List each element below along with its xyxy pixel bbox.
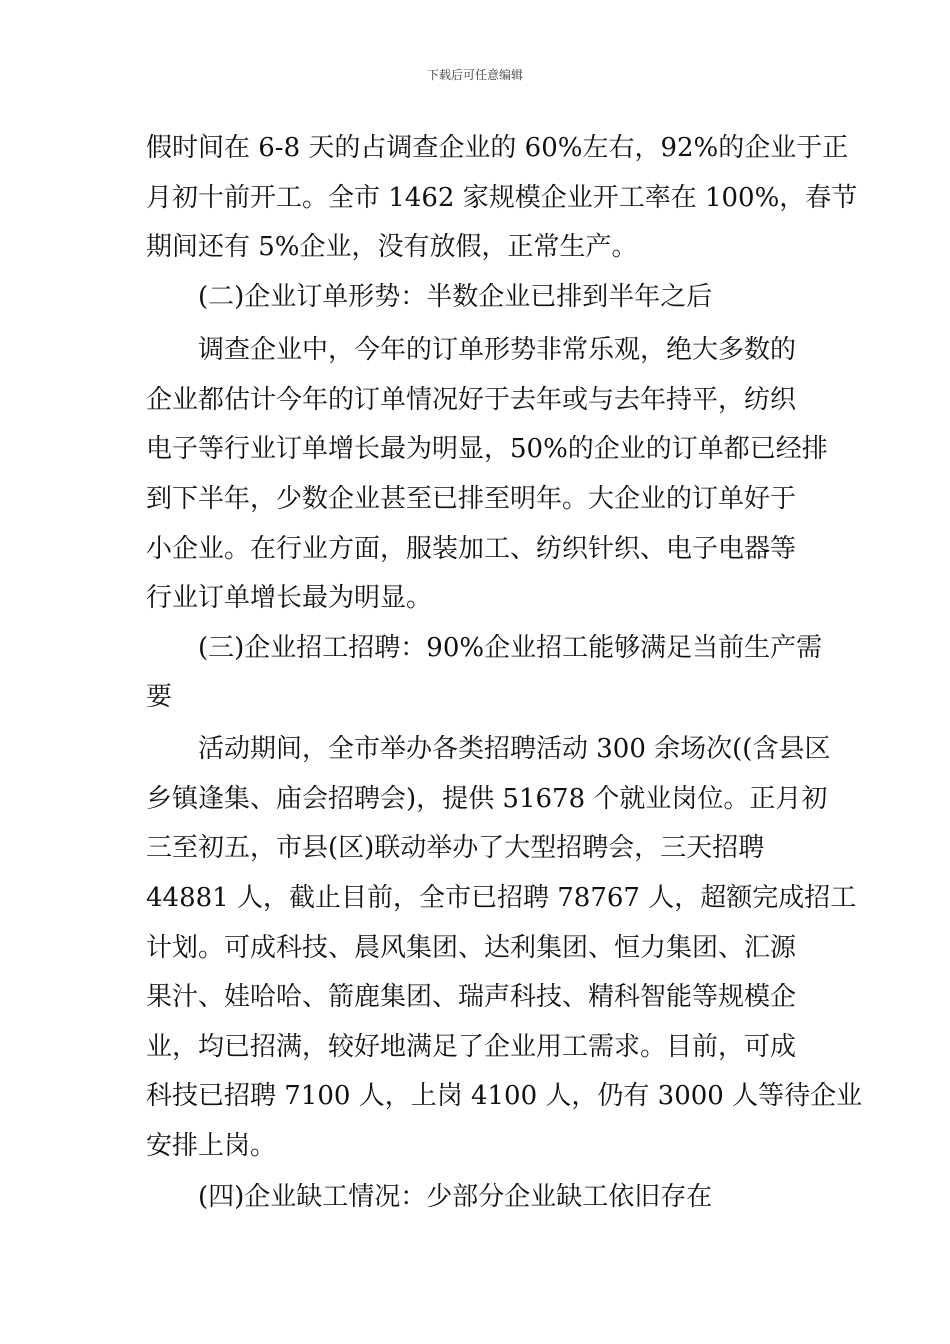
text-line: 安排上岗。 xyxy=(146,1131,277,1161)
section-heading: (三)企业招工招聘：90%企业招工能够满足当前生产需 xyxy=(146,633,823,663)
section-heading: (二)企业订单形势：半数企业已排到半年之后 xyxy=(146,282,713,312)
text-line: 行业订单增长最为明显。 xyxy=(146,583,433,613)
text-line: 期间还有 5%企业，没有放假，正常生产。 xyxy=(146,232,638,262)
text-line: 小企业。在行业方面，服装加工、纺织针织、电子电器等 xyxy=(146,534,797,564)
text-line: 科技已招聘 7100 人，上岗 4100 人，仍有 3000 人等待企业 xyxy=(146,1081,863,1111)
section-heading-cont: 要 xyxy=(146,682,173,712)
text-line: 假时间在 6-8 天的占调查企业的 60%左右，92%的企业于正 xyxy=(146,133,849,163)
text-line: 计划。可成科技、晨风集团、达利集团、恒力集团、汇源 xyxy=(146,933,797,963)
text-line: 企业都估计今年的订单情况好于去年或与去年持平，纺织 xyxy=(146,385,797,415)
page-header: 下载后可任意编辑 xyxy=(426,68,523,82)
text-line: 44881 人，截止目前，全市已招聘 78767 人，超额完成招工 xyxy=(146,883,857,913)
text-line: 到下半年，少数企业甚至已排至明年。大企业的订单好于 xyxy=(146,484,797,514)
text-line: 业，均已招满，较好地满足了企业用工需求。目前，可成 xyxy=(146,1032,797,1062)
text-line: 活动期间，全市举办各类招聘活动 300 余场次((含县区 xyxy=(146,734,831,764)
section-heading: (四)企业缺工情况：少部分企业缺工依旧存在 xyxy=(146,1182,713,1212)
text-line: 月初十前开工。全市 1462 家规模企业开工率在 100%，春节 xyxy=(146,183,858,213)
text-line: 三至初五，市县(区)联动举办了大型招聘会，三天招聘 xyxy=(146,833,765,863)
text-line: 调查企业中，今年的订单形势非常乐观，绝大多数的 xyxy=(146,335,797,365)
text-line: 电子等行业订单增长最为明显，50%的企业的订单都已经排 xyxy=(146,434,828,464)
text-line: 乡镇逢集、庙会招聘会)，提供 51678 个就业岗位。正月初 xyxy=(146,784,828,814)
text-line: 果汁、娃哈哈、箭鹿集团、瑞声科技、精科智能等规模企 xyxy=(146,982,797,1012)
